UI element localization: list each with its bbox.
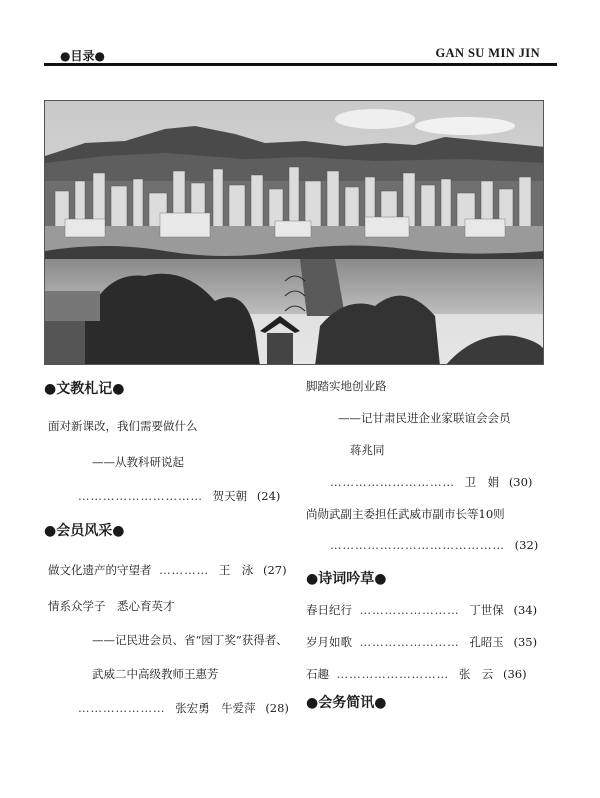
section-heading-shici: ●诗词吟草●: [306, 571, 387, 587]
dot-leader: …………………………: [330, 475, 455, 489]
toc-entry-title-text: 石趣: [306, 667, 329, 681]
toc-entry-subtitle: ——记甘肃民进企业家联谊会会员: [338, 411, 511, 425]
toc-entry-title[interactable]: 面对新课改，我们需要做什么: [48, 419, 198, 433]
dot-leader: ……………………………………: [330, 538, 505, 552]
toc-entry-title[interactable]: [306, 666, 527, 682]
dot-leader: …………………: [78, 701, 166, 715]
toc-entry-subtitle: ——从教科研说起: [92, 455, 184, 469]
toc-entry-page: (36): [502, 667, 527, 681]
dot-leader: …………: [159, 563, 210, 577]
toc-entry-page: (35): [513, 635, 538, 649]
toc-entry-subtitle: ——记民进会员、省“园丁奖”获得者、: [92, 633, 288, 647]
toc-entry-title-text: 做文化遗产的守望者: [48, 563, 152, 577]
section-label: ●目录●: [60, 49, 105, 63]
section-heading-huiwu: ●会务简讯●: [306, 695, 387, 711]
toc-entry-title[interactable]: 尚勋武副主委担任武威市副市长等10则: [306, 507, 505, 521]
toc-entry-author: 王 泳: [218, 563, 254, 577]
toc-entry-leader: [78, 700, 289, 716]
toc-entry-subtitle: 蒋兆同: [350, 443, 385, 457]
toc-entry-title[interactable]: [306, 634, 537, 650]
section-heading-huiyuan: ●会员风采●: [44, 523, 125, 539]
toc-entry-page: (24): [256, 489, 281, 503]
toc-entry-author: 丁世保: [469, 603, 504, 617]
toc-entry-page: (32): [514, 538, 539, 552]
toc-entry-title-text: 春日纪行: [306, 603, 352, 617]
toc-entry-title[interactable]: [48, 562, 287, 578]
toc-entry-page: (34): [513, 603, 538, 617]
header-rule: [44, 63, 557, 66]
toc-entry-page: (28): [265, 701, 289, 715]
photo-illustration: [45, 101, 544, 365]
dot-leader: ……………………: [359, 635, 460, 649]
toc-entry-subtitle: 武威二中高级教师王惠芳: [92, 667, 219, 681]
journal-name: GAN SU MIN JIN: [435, 46, 540, 60]
dot-leader: ………………………: [336, 667, 450, 681]
toc-entry-author: 孔昭玉: [469, 635, 504, 649]
toc-entry-author: 卫 娟: [464, 475, 500, 489]
toc-entry-title[interactable]: 情系众学子 悉心育英才: [48, 599, 175, 613]
section-heading-wenjiao: ●文教札记●: [44, 381, 125, 397]
toc-entry-author: 张 云: [458, 667, 494, 681]
toc-entry-title-text: 岁月如歌: [306, 635, 352, 649]
toc-entry-author: 贺天朝: [212, 489, 248, 503]
toc-entry-page: (30): [508, 475, 533, 489]
dot-leader: ……………………: [359, 603, 460, 617]
toc-entry-leader: [330, 538, 538, 552]
toc-entry-author: 张宏勇 牛爱萍: [175, 701, 256, 715]
city-panorama-photo: [44, 100, 544, 365]
toc-entry-leader: [330, 474, 532, 490]
toc-entry-page: (27): [262, 563, 287, 577]
toc-entry-leader: [78, 488, 280, 504]
toc-entry-title[interactable]: 脚踏实地创业路: [306, 379, 387, 393]
dot-leader: …………………………: [78, 489, 203, 503]
toc-entry-title[interactable]: [306, 602, 537, 618]
